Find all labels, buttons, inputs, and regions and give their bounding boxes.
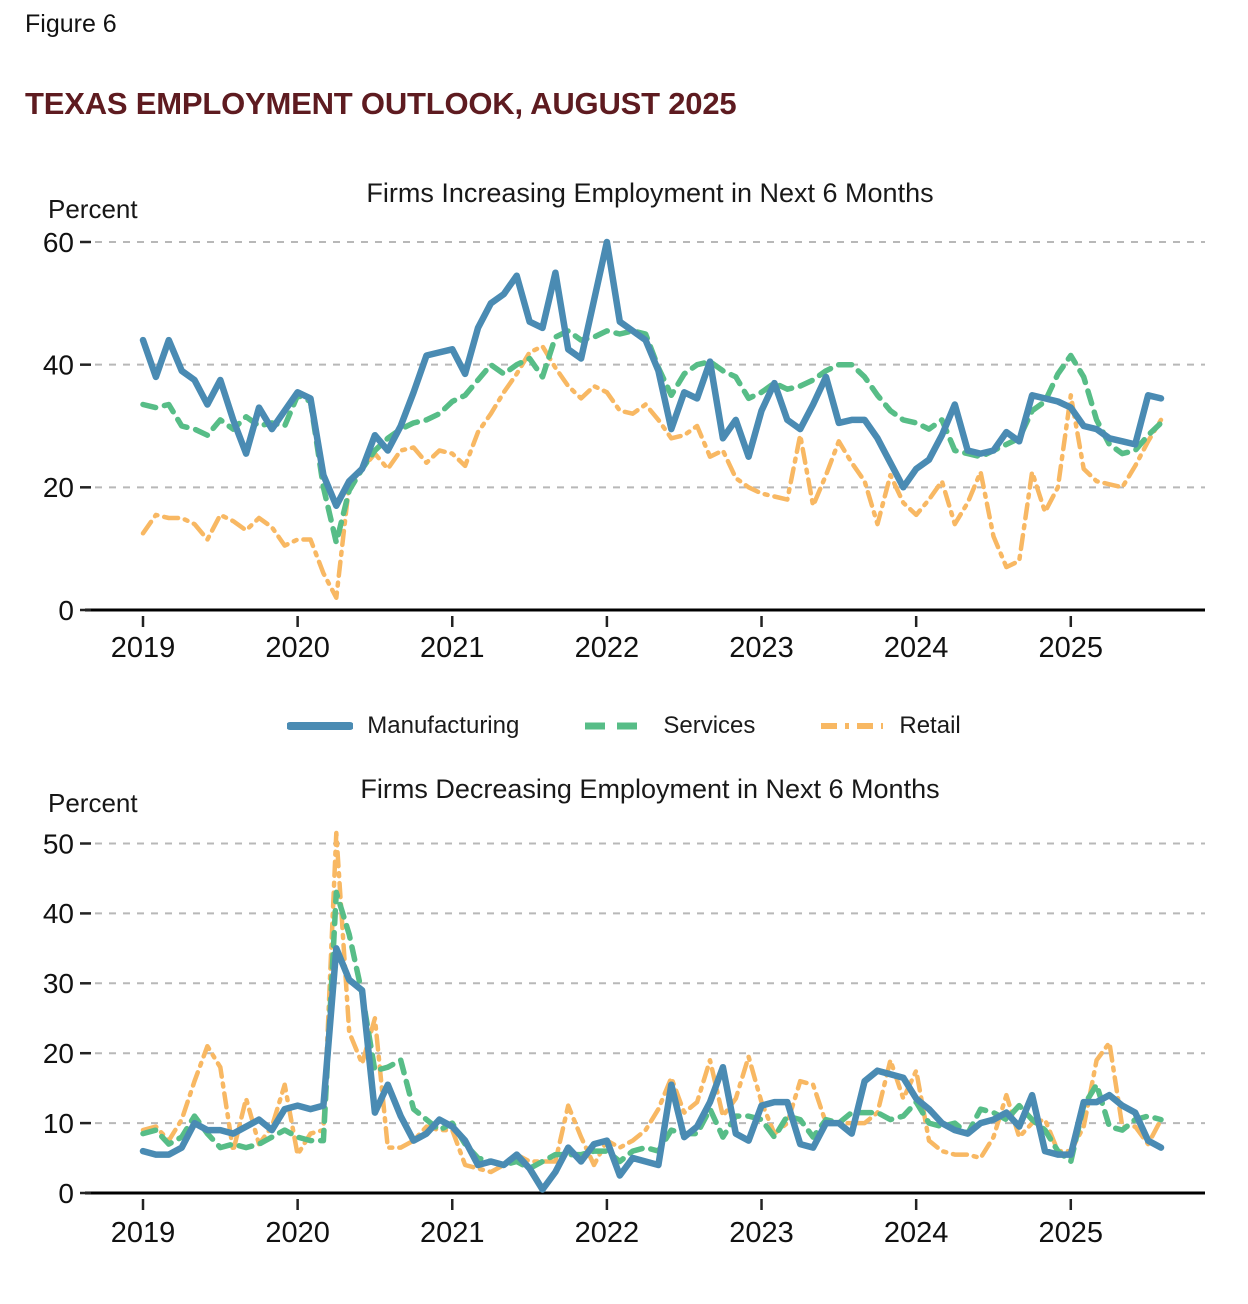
chart-decreasing	[43, 828, 1205, 1249]
legend-label-retail: Retail	[899, 712, 961, 739]
x-tick-label: 2025	[1038, 1217, 1104, 1249]
y-tick-label: 40	[42, 898, 74, 930]
chart-increasing-title: Firms Increasing Employment in Next 6 Months	[366, 178, 934, 208]
x-tick-label: 2024	[883, 1217, 949, 1249]
y-tick-label: 30	[42, 968, 74, 1000]
x-tick-label: 2021	[420, 1217, 485, 1249]
y-tick-label: 50	[42, 828, 74, 860]
y-tick-label: 10	[42, 1107, 74, 1139]
series-line-retail	[143, 346, 1161, 597]
legend-item-manufacturing	[287, 712, 519, 740]
page-title: TEXAS EMPLOYMENT OUTLOOK, AUGUST 2025	[25, 86, 737, 121]
y-tick-label: 20	[42, 472, 74, 504]
legend-item-services	[583, 712, 755, 740]
series-line-manufacturing	[143, 948, 1161, 1189]
y-tick-label: 40	[42, 349, 74, 381]
y-tick-label: 60	[42, 226, 74, 258]
legend-label-manufacturing: Manufacturing	[367, 712, 520, 739]
series-line-retail	[143, 833, 1161, 1172]
manufacturing-line-swatch-icon	[287, 720, 353, 732]
services-line-swatch-icon	[583, 720, 649, 732]
x-tick-label: 2025	[1038, 632, 1104, 664]
chart-decreasing-title: Firms Decreasing Employment in Next 6 Months	[360, 774, 940, 804]
x-tick-label: 2019	[110, 1217, 176, 1249]
x-tick-label: 2020	[265, 1217, 330, 1249]
x-tick-label: 2021	[420, 632, 485, 664]
chart-increasing-ylabel: Percent	[48, 194, 138, 224]
retail-line-swatch-icon	[819, 720, 885, 732]
x-tick-label: 2022	[574, 632, 640, 664]
series-line-manufacturing	[143, 242, 1161, 506]
x-tick-label: 2023	[729, 632, 794, 664]
legend-label-services: Services	[663, 712, 756, 739]
figure-label: Figure 6	[25, 10, 117, 38]
legend-item-retail	[819, 712, 960, 740]
chart-increasing	[43, 227, 1205, 664]
y-tick-label: 0	[58, 594, 74, 626]
series-line-services	[143, 892, 1161, 1168]
x-tick-label: 2019	[110, 632, 176, 664]
x-tick-label: 2022	[574, 1217, 640, 1249]
x-tick-label: 2023	[729, 1217, 794, 1249]
legend	[0, 712, 1248, 740]
chart-decreasing-ylabel: Percent	[48, 788, 138, 818]
y-tick-label: 20	[42, 1038, 74, 1069]
y-tick-label: 0	[58, 1177, 74, 1209]
x-tick-label: 2020	[265, 632, 330, 664]
x-tick-label: 2024	[883, 632, 949, 664]
